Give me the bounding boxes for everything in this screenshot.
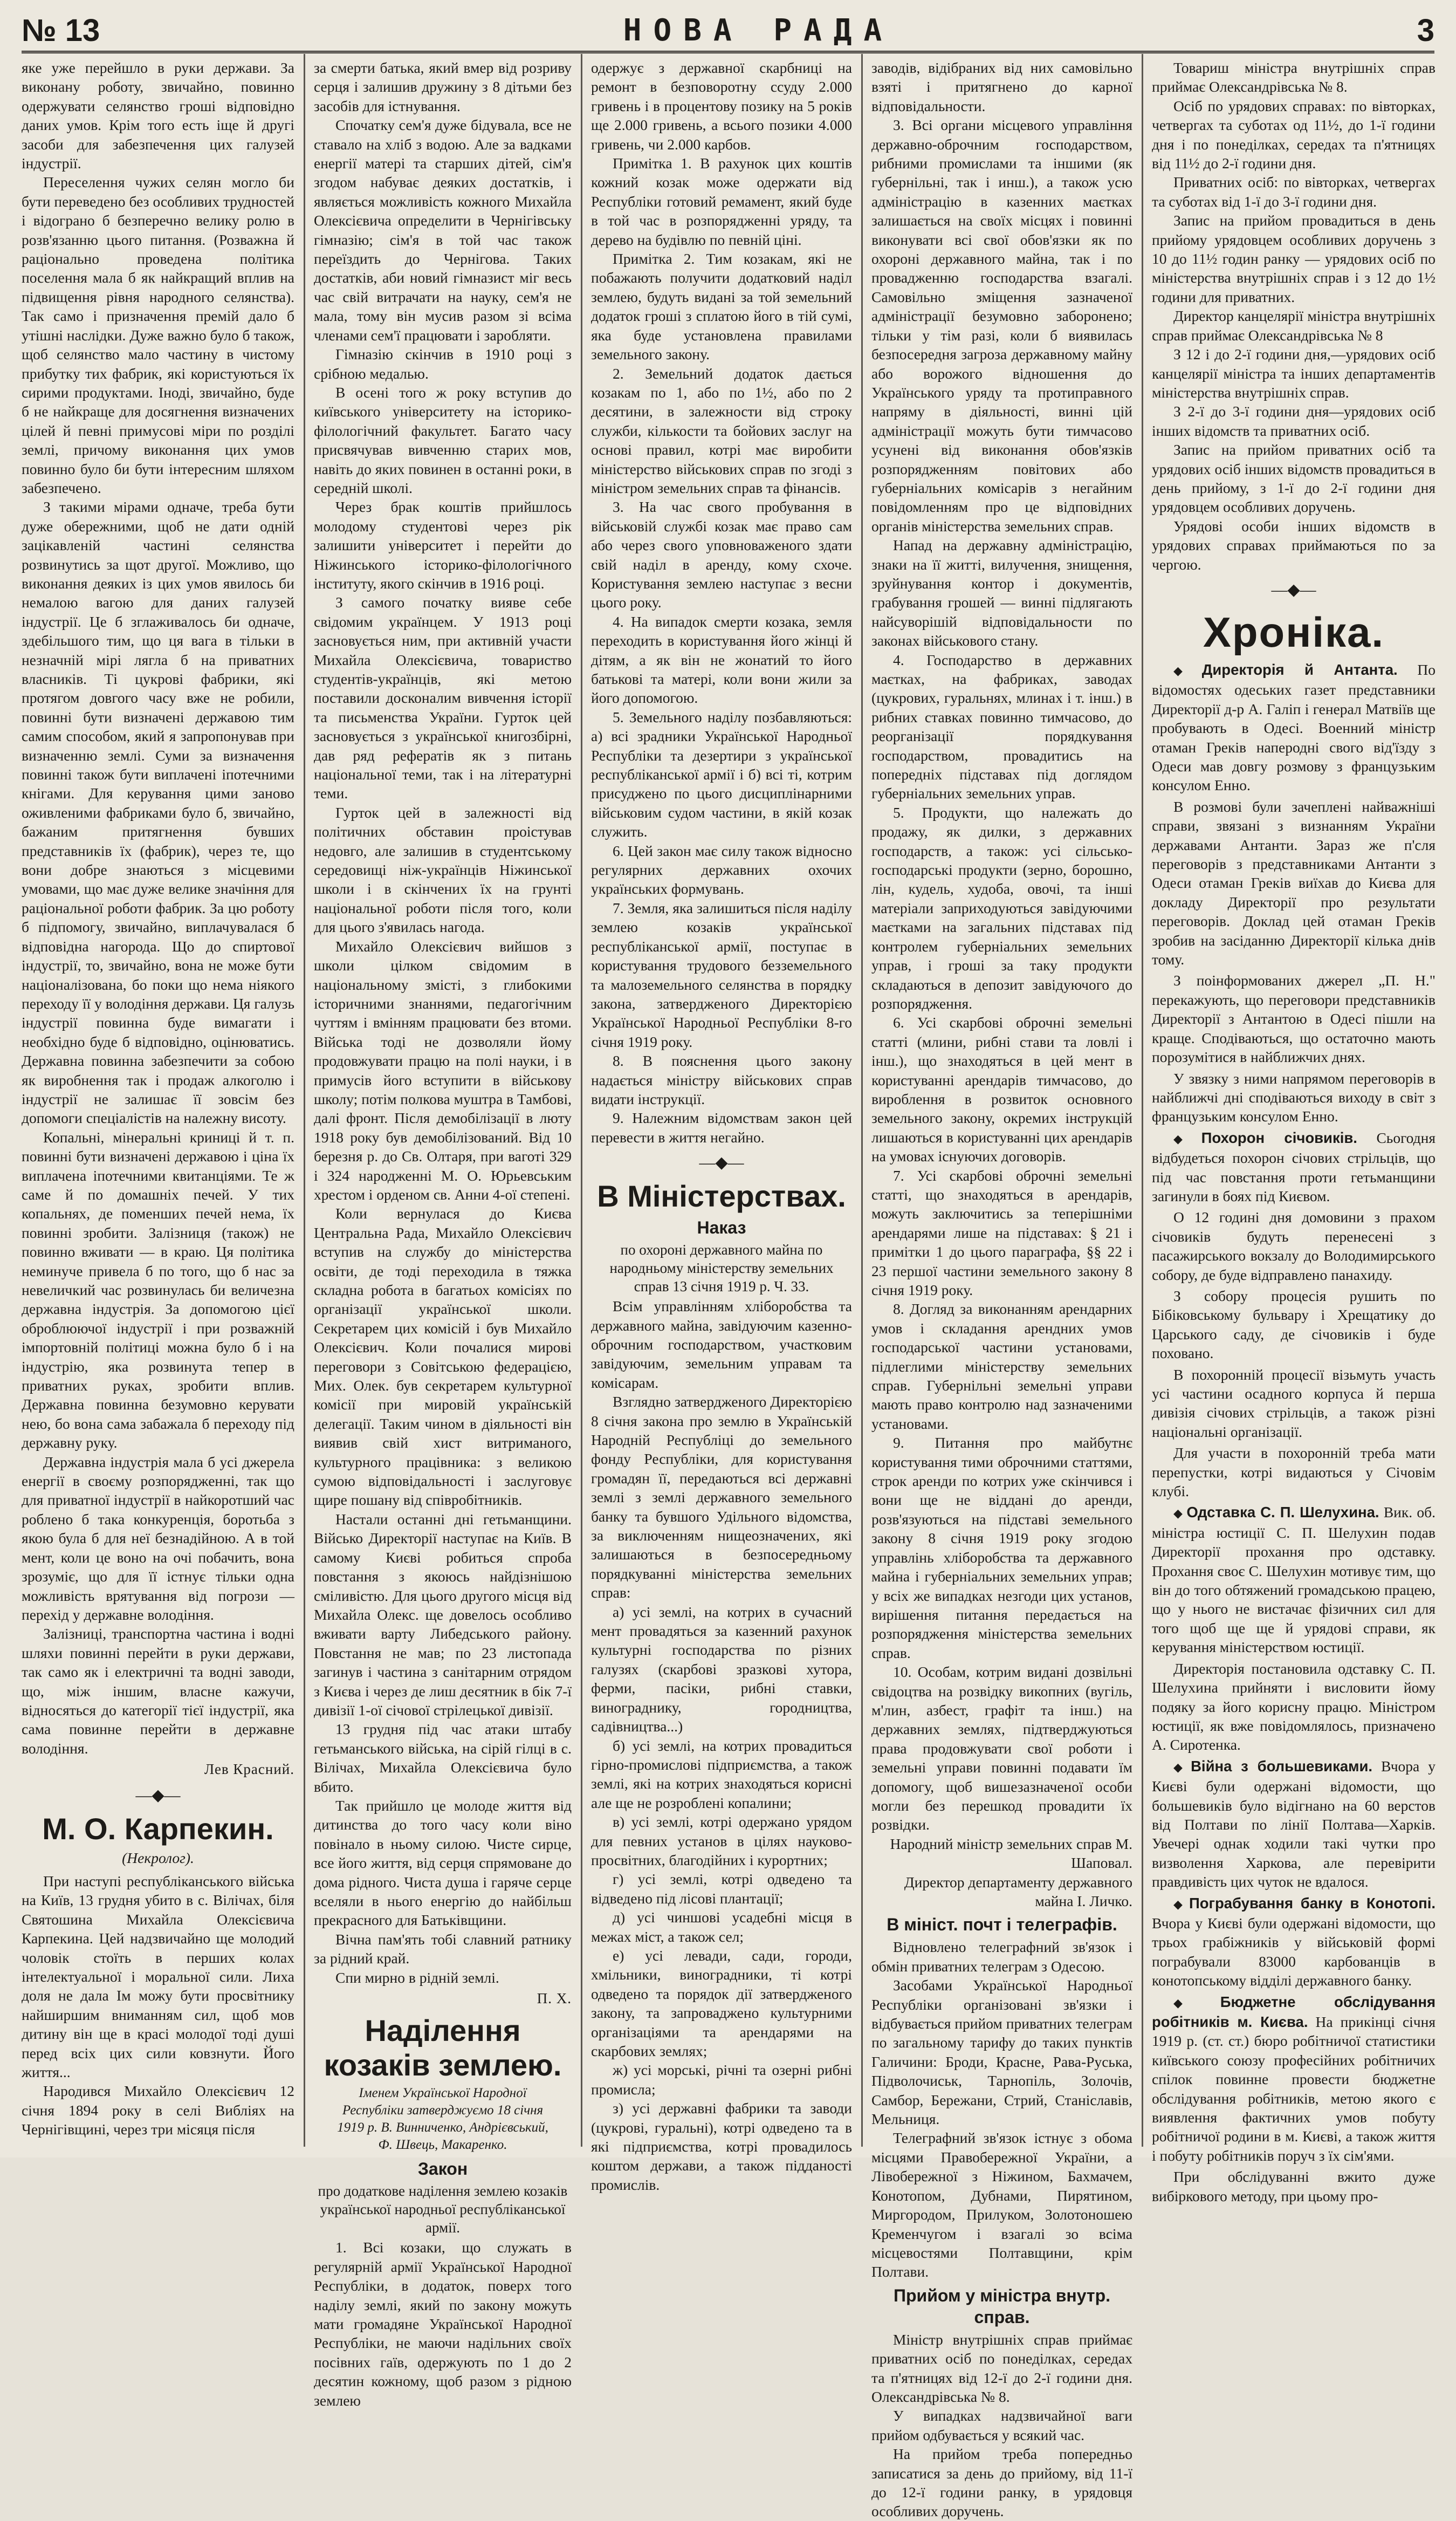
- paragraph: Всім управлінням хліборобства та державного майна, завідуючим казенно-оброчним господарством, участковим завідуючим, земельним управам та комісарам.: [591, 1298, 852, 1391]
- article-signature: Лев Красний.: [204, 1761, 294, 1778]
- chronicle-entry: [1152, 1894, 1436, 1990]
- chronicle-entry: [1152, 1128, 1436, 1206]
- paragraph: 4. Господарство в державних маєтках, на фабриках, заводах (цукрових, гуральнях, млинах і т. інш.) в рибних ставках повинно тимчасово, до реорганізації порядкування господарством, провадитись на попередніх підставах під доглядом губерніальних земельних управ.: [871, 651, 1132, 802]
- column-rule: [1142, 54, 1143, 2147]
- chronicle-entry: [1152, 1757, 1436, 1892]
- col1-paragraphs: [22, 58, 294, 1758]
- paragraph: 3. Всі органи місцевого управління державно-оброчним господарством, рибними промислами та іншими (як губернільні, так і инш.), а також усю адміністрацію в казенних маєтках залишається на своїх місцях і повинні виконувати всі свої обов'язки як по охороні державного майна, так і по провадженню господарства взагалі. Самовільно зміщення зазначеної адміністрації безумовно заборонено; тільки у тім разі, коли б виявилась безпосередня загроза державному майну або ворожого відношення до Українського уряду та протиправного напряму в діяльності, винні цій адміністрації можуть бути тимчасово усунені від виконання обов'язків розпорядженням повітових або губерніальних комісарів з негайним повідомленням про це відповідних органів міністерства земельних справ.: [871, 117, 1132, 535]
- column-4: [871, 58, 1132, 2520]
- column-3: [591, 58, 852, 2193]
- paragraph: за смерти батька, який вмер від розриву серця і залишив дружину з 8 дітьми без засобів для істнування.: [314, 59, 572, 114]
- column-2: [314, 58, 572, 2409]
- page-number: 3: [1417, 12, 1434, 48]
- chronicle-entry-text: По відомостях одеських газет представники Директорії д-р А. Галіп і генерал Матвіїв ще пробувають в Одесі. Военний міністр отаман Греків наперодні свого від'їзду з Одеси мав довгу розмову з французьким консулом Енно.: [1152, 661, 1436, 794]
- chronicle-entry: [1152, 1503, 1436, 1656]
- paragraph: Запис на прийом приватних осіб та урядових осіб інших відомств провадиться в день прийому, з 1-ї до 2-ї години дня урядовцем особливих доручень.: [1152, 441, 1436, 516]
- chronicle-entry-text: Вчора у Києві були одержані відомости, що трьох грабіжників у військовій формі пограбували 83000 карбованців в конотопському відділі державного банку.: [1152, 1914, 1436, 1989]
- paragraph: Народився Михайло Олексієвич 12 січня 1894 року в селі Вибліях на Чернігівщині, через три місяця після: [22, 2082, 294, 2138]
- paragraph: При наступі республіканського війська на Київ, 13 грудня убито в с. Вілічах, біля Святошина Михайла Олексієвича Карпекина. Цей надзвичайно ще молодий чоловік стоїть в перших колах інтелектуальної і моральної сили. Лиха доля не дала Ім можу бути просвітнику найширшим вниманням сил, щоб мов дитину він ще в красі молодої тоді душі перед всіх цих сили ковзнути. Його життя...: [22, 1872, 294, 2081]
- chronicle-entry: [1152, 971, 1436, 1066]
- paragraph: Засобами Української Народньої Республіки організовані зв'язки і відбувається прийом приватних телеграм по загальному тарифу до таких пунктів Галичини: Броди, Красне, Рава-Руська, Підволочиськ, Тарнопіль, Золочів, Самбор, Бережани, Стрий, Станіславів, Мельниця.: [871, 1977, 1132, 2128]
- issue-number: № 13: [22, 12, 100, 48]
- paragraph: Коли вернулася до Києва Центральна Рада, Михайло Олексієвич вступив на службу до міністерства освіти, де тоді переходила в тяжка складна робота в багатьох комісіях по організації української школи. Секретарем цих комісій і був Михайло Олексієвич. Коли почалися мирові переговори з Совітською федерацією, Мих. Олек. був секретарем культурної комісії при мировій українській делегації. Таким чином в діяльності він виявив свій хист витриманого, культурного працівника: з великою сумою відповідальності і заслуговує щире пошану від співробітників.: [314, 1205, 572, 1509]
- paragraph: 6. Усі скарбові оброчні земельні статті (млини, рибні стави та ловлі і інш.), що знаходяться в цей мент в користуванні арендарів тимчасово, до вироблення в розвиток основного земельного закону, окремих інструкцій лишаються в користуванні цих арендарів на умовах існуючих договорів.: [871, 1014, 1132, 1165]
- column-rule: [581, 54, 582, 2147]
- paragraph: Настали останні дні гетьманщини. Військо Директорії наступає на Київ. В самому Києві робиться спроба повстання з якоюсь найдізнішою сміливістю. Для цього другого місця від Михайла Олекс. ще довелось особливо вживати варту Либедського району. Повстання не мав; по 23 листопада загинув і частина з санітарним отрядом з Києва і через де лиш десятник в бік 7-ї дивізії 1-ої січової стрілецької дивізії.: [314, 1510, 572, 1718]
- paragraph: 8. В пояснення цього закону надається міністру військових справ видати інструкції.: [591, 1052, 852, 1107]
- paragraph: 7. Усі скарбові оброчні земельні статті, що знаходяться в арендарів, можуть заключитись за теперішніми арендарями лише на підставах: § 21 і примітки 1 до цього параграфа, §§ 22 і 23 першої частини земельного закону 8 січня 1919 року.: [871, 1167, 1132, 1298]
- paragraph: 5. Земельного наділу позбавляються: а) всі зрадники Української Народньої Республіки та дезертири з української республіканської армії і б) всі ті, котрим присуджено по цього дисциплінарними військовим судом частини, в якій козак служить.: [591, 708, 852, 840]
- paragraph: 10. Особам, котрим видані дозвільні свідоцтва на розвідку викопних (вугіль, м'лин, азбест, графіт та інш.) на державних землях, підтверджуються права продовжувати свої роботи і земельні управи повинні подавати їм допомогу, щоб вишезазначеної особи могли без перешкод провадити їх розвідки.: [871, 1663, 1132, 1833]
- paragraph: Через брак коштів прийшлось молодому студентові через рік залишити університет і перейти до Ніжинського історико-філологічного інституту, якого скінчив в 1916 році.: [314, 498, 572, 592]
- chronicle-entry-text: В розмові були зачеплені найважніші справи, звязані з визнанням України державами Антанти. Зараз же п'сля переговорів з представниками Антанти з Одеси отаман Греків виїхав до Києва для докладу Директорії про результати переговорів. Доклад цей отаман Греків зробив на засіданню Директорії кілька днів тому.: [1152, 798, 1436, 968]
- chronicle-entry: [1152, 2167, 1436, 2205]
- chronicle-entry-heading: ◆ Пограбування банку в Конотопі.: [1173, 1895, 1436, 1912]
- paragraph: Примітка 1. В рахунок цих коштів кожний козак може одержати від Республіки готовий ремамент, який буде в той час в розпорядженні уряду, та дерево на будівлю по певній ціні.: [591, 155, 852, 248]
- paragraph: Примітка 2. Тим козакам, які не побажають получити додатковий наділ землею, будуть видані за той земельний додаток гроші з сплатою його в тій сумі, яка буде установлена правилами земельного закону.: [591, 250, 852, 363]
- director-signature: Директор департаменту державного майна І. Личко.: [904, 1873, 1132, 1909]
- masthead: [22, 10, 1434, 53]
- paragraph: Відновлено телеграфний зв'язок і обмін приватних телеграм з Одесою.: [871, 1938, 1132, 1975]
- column-1: [22, 58, 294, 2146]
- paragraph: Приватних осіб: по вівторках, четвергах та суботах від 1-ї до 3-ї години дня.: [1152, 174, 1436, 210]
- paragraph: г) усі землі, котрі одведено та відведено під лісові плантації;: [591, 1871, 852, 1907]
- chronicle-entry: [1152, 1286, 1436, 1363]
- paragraph: заводів, відібраних від них самовільно взяті і притягнено до карної відповідальности.: [871, 59, 1132, 114]
- paragraph: З 12 і до 2-ї години дня,—урядових осіб канцелярії міністра та інших департаментів міністерства внутрішніх справ.: [1152, 346, 1436, 401]
- chronicle-entry-text: З собору процесія рушить по Бібіковському бульвару і Хрещатику до Царського саду, де січовиків і буде поховано.: [1152, 1287, 1436, 1362]
- chronicle-entry-heading: ◆ Війна з большевиками.: [1173, 1758, 1372, 1775]
- chronicle-entry-text: Директорія постановила одставку С. П. Шелухина прийняти і висловити йому подяку за його корисну працю. Міністром юстиції, як вже повідомлялось, призначено А. Сиротенка.: [1152, 1660, 1436, 1753]
- order-preamble: по охороні державного майна по народньому міністерству земельних справ 13 січня 1919 р. Ч. 33.: [609, 1242, 834, 1295]
- paragraph: Спи мирно в рідній землі.: [335, 1969, 499, 1986]
- chronicle-entry-heading: ◆ Одставка С. П. Шелухина.: [1173, 1504, 1379, 1520]
- paragraph: На прийом треба попередньо записатися за день до прийому, від 11-ї до 12-ї години ранку, в урядовця особливих доручень.: [871, 2445, 1132, 2520]
- paragraph: Запис на прийом провадиться в день прийому урядовцем особливих доручень з 10 до 11½ годин ранку — урядових осіб по міністерства внутрішніх справ і з 12 до 1½ години для приватних.: [1152, 212, 1436, 305]
- paragraph: Вічна пам'ять тобі славний ратнику за рідний край.: [314, 1930, 572, 1967]
- paragraph: Михайло Олексієвич вийшов з школи цілком свідомим в національному змісті, з глибокими історичними знаннями, педагогічним чуттям і вмінням працювати без втоми. Війська тоді не дозволяли йому продовжувати працю на полі науки, і в примусів його вступити в військову школу; потім полкова муштра в Тамбові, далі фронт. Після демобілізації в люту 1918 року був демобілізований. Від 10 березня р. до Св. Олтаря, при ваготі 329 і 324 народженні М. О. Юрьевським хрестом і орденом св. Анни 4-ої степені.: [314, 937, 572, 1203]
- chronicle-entry-text: О 12 годині дня домовини з прахом січовиків будуть перенесені з пасажирського вокзалу до Володимирського собору, де буде відправлено панахиду.: [1152, 1209, 1436, 1283]
- chronicle-entry: [1152, 1992, 1436, 2166]
- paragraph: Напад на державну адміністрацію, знаки на її житті, вилучення, знищення, зруйнування контор і документів, грабування грошей — винні підлягають найсуворішій відповідальности по законах військового стану.: [871, 537, 1132, 649]
- paragraph: 1. Всі козаки, що служать в регулярній армії Української Народної Республіки, в додаток, поверх того наділу землі, який по закону можуть мати громадяне Української Народної Республіки, не маючи надільних своїх посівних гаїв, одержують по 1 до 2 десятин кожному, щоб разом з рідною землею: [314, 2239, 572, 2409]
- paragraph: З такими мірами одначе, треба бути дуже обережними, щоб не дати одній зацікавленій частині селянства розвинутись за щот другої. Можливо, що виконання деяких із цих умов явилось би немалою вагою для даних галузей індустрії. Це б зглаживалось би одначе, здебільшого тим, що ця вага в тільки в незначній мірі лягла б на приватних власників. Ті цукрові фабрики, які протягом довгого часу вже не робили, повинні бути визначені державою тим самим способом, який я запропонував при визначенню землі. Суми за визначення повинні також бути виплачені іпотечними кнігами. Для керування цими заново оживленими фабриками було б, звичайно, бажаним притягнення бувших представників їх (фабрик), через те, що вони добре знаються з місцевими умовами, що має дуже велике значіння для раціональної роботи фабрик. За цю роботу б підпомогу, звичайно, виплачувалася б відповідна нагорода. Що до спиртової індустрії, то, звичайно, вона не може бути націоналізована, бо поки що нема ніякого переходу її у володіння держави. Ця галузь індустрії повинна буде вимагати і необхідно буде б відповідно, оцінюватись. Державна повинна забезпечити за собою як виробнення так і продаж алкоголю і індустрії не залишає її зовсім без допомоги спеціалістів на належну висоту.: [22, 498, 294, 1127]
- law-decree: Іменем Української Народної Республіки затверджуємо 18 січня 1919 р. В. Винниченко, Андрієвський, Ф. Швець, Макаренко.: [337, 2086, 548, 2153]
- paragraph: Спочатку сем'я дуже бідувала, все не ставало на хліб з водою. Але за вадками енергії матері та старших дітей, сім'я згодом набуває деяких достатків, і являється можливість кожного Михайла Олексієвича определити в Чернігівську гімназію; сім'я в той час також переїздить до Чернігова. Таких достатків, аби новий гімназист міг весь час свій витрачати на науку, сем'я не мала, тому він мусив разом зі всіма членами сем'ї працювати і заробляти.: [314, 117, 572, 344]
- chronicle-entry-heading: ◆ Бюджетне обслідування робітників м. Києва.: [1152, 1993, 1436, 2030]
- chronicle-entry: [1152, 1069, 1436, 1126]
- chronicle-entry: [1152, 1365, 1436, 1442]
- chronicle-entry: [1152, 1208, 1436, 1284]
- newspaper-title: НОВА РАДА: [623, 12, 894, 48]
- law-title: Наділення козаків землею.: [324, 2013, 562, 2082]
- paragraph: Залізниці, транспортна частина і водні шляхи повинні перейти в руки держави, так само як і електричні та водні заводи, що, між іншим, власне кажучи, відносяться до категорії тієї індустрії, яка сама повинне перейти в державне володіння.: [22, 1625, 294, 1757]
- paragraph: 9. Належним відомствам закон цей перевести в життя негайно.: [591, 1109, 852, 1146]
- chronicle-entry: [1152, 1443, 1436, 1501]
- section-divider-ornament: —◆—: [135, 1786, 181, 1804]
- chronicle-entry-text: У звязку з ними напрямом переговорів в найближчі дні сподіваються виходу в світ з французьким консулом Енно.: [1152, 1070, 1436, 1125]
- paragraph: Директор канцелярії міністра внутрішніх справ приймає Олександрівська № 8: [1152, 307, 1436, 344]
- chronicle-title: Хроніка.: [1203, 608, 1385, 656]
- paragraph: 7. Земля, яка залишиться після наділу землею козаків української республіканської армії, поступає в користування трудового безземельного та малоземельного селянства в порядку закона, затвердженого Директорією Української Народньої Республіки 8-го січня 1919 року.: [591, 899, 852, 1050]
- paragraph: Осіб по урядових справах: по вівторках, четвергах та суботах од 11½, до 1-ї години дня і по понеділках, середах та п'ятницях від 11½ до 2-ї години дня.: [1152, 97, 1436, 172]
- chronicle-entry-heading: ◆ Директорія й Антанта.: [1173, 661, 1398, 678]
- paragraph: 3. На час свого пробування в військовій службі козак має право сам або через свого уповноваженого здати свій наділ в аренду, кому схоче. Користування землею наступає з весни цього року.: [591, 498, 852, 611]
- paragraph: 8. Догляд за виконанням арендарних умов і складання арендних умов господарської частини установами, підлеглими міністерству земельних справ. Губернільні земельні управи мають право контролю над зазначеними установами.: [871, 1300, 1132, 1432]
- paragraph: Товариш міністра внутрішніх справ приймає Олександрівська № 8.: [1152, 59, 1436, 95]
- law-preamble: про додаткове наділення землею козаків української народньої республіканської армії.: [318, 2183, 568, 2236]
- paragraph: 9. Питання про майбутнє користування тими оброчними статтями, строк аренди по котрих уже скінчився і вони ще не віддані до аренди, розв'язуються на підставі земельного закону 8 січня 1919 року згодою управлінь хліборобства та державного майна і губерніальних земельних управ; у всіх же випадках незгоди цих установ, вирішення питання передається на розпорядження міністерства земельних справ.: [871, 1434, 1132, 1661]
- section-divider-ornament: —◆—: [1271, 580, 1316, 599]
- order-heading: Наказ: [697, 1218, 746, 1238]
- paragraph: Гімназію скінчив в 1910 році з срібною медалью.: [314, 346, 572, 382]
- paragraph: яке уже перейшло в руки держави. За виконану роботу, звичайно, повинно одержувати селянство гроші відповідно даних умов. Крім того есть іще й другі засоби для забезпечення цих галузей індустрії.: [22, 59, 294, 172]
- obituary-title: М. О. Карпекин.: [42, 1811, 274, 1846]
- paragraph: 13 грудня під час атаки штабу гетьманського війська, на сірій гілці в с. Вілічах, Михайла Олексієвича було вбито.: [314, 1721, 572, 1795]
- chronicle-entry-text: Сьогодня відбудеться похорон січових стрільців, що під час повстання проти гетьманщини загинули в боях під Києвом.: [1152, 1129, 1436, 1204]
- paragraph: Телеграфний зв'язок істнує з обома місцями Правобережної України, а Лівобережної з Ніжином, Бахмачем, Конотопом, Дубнами, Пирятином, Миргородом, Прилуком, Золотоношею Кременчугом і взагалі зо всіма місцевостями Полтавщини, крім Полтави.: [871, 2129, 1132, 2280]
- chronicle-entry: [1152, 1659, 1436, 1755]
- paragraph: Державна індустрія мала б усі джерела енергії в своєму розпорядженні, так що для приватної індустрії в найкоротший час роблено б така конкуренція, боротьба з якою була б для неї безнадійною. А в той мент, коли це воно на очі побачить, вона зрозуміє, що для її істнує тільки одна можливість врятування від погрози — перехід у державне володіння.: [22, 1453, 294, 1623]
- chronicle-entry-text: Для участи в похоронній треба мати перепустки, котрі видаються у Січовім клубі.: [1152, 1444, 1436, 1500]
- paragraph: Так прийшло це молоде життя від дитинства до того часу коли віно повінало в ньому силою. Чисте сирце, все його життя, від серця спрямоване до дома рідного. Чиста душа і гаряче серце вселяли в нього енергію до найбільш прекрасного для Батьківщини.: [314, 1797, 572, 1929]
- chronicle-entry: [1152, 797, 1436, 969]
- paragraph: 5. Продукти, що належать до продажу, як дилки, з державних господарств, а також: усі сільсько-господарські продукти (зерно, борошно, лін, кудель, худоба, овочі, та інші матеріали заприходуються завідуючими маєтками на загальних підставах під контролем губерніальних земельних управ, і гроші за таку продукти складаються в депозит завідуючого до розпорядження.: [871, 804, 1132, 1012]
- column-rule: [304, 54, 305, 2147]
- paragraph: б) усі землі, на котрих провадиться гірно-промислові підприємства, а також землі, які на котрих знаходяться корисні але ще не розроблені копалини;: [591, 1737, 852, 1811]
- paragraph: а) усі землі, на котрих в сучасний мент провадяться за казенний рахунок культурні господарства по різних галузях (скарбові зразкові хутора, ферми, пасіки, рибні ставки, винограднику, городництва, садівництва...): [591, 1603, 852, 1735]
- law-heading: Закон: [417, 2159, 468, 2179]
- column-rule: [861, 54, 863, 2147]
- paragraph: ж) усі морські, річні та озерні рибні промисла;: [591, 2061, 852, 2098]
- reception-title: Прийом у міністра внутр. справ.: [893, 2285, 1111, 2327]
- article-signature: П. Х.: [537, 1990, 572, 2007]
- chronicle-entry: [1152, 660, 1436, 795]
- paragraph: У випадках надзвичайної ваги прийом одбувається у всякий час.: [871, 2407, 1132, 2443]
- paragraph: Міністр внутрішніх справ приймає приватних осіб по понеділках, середах та п'ятницях від 12-ї до 2-ї години дня. Олександрівська № 8.: [871, 2331, 1132, 2405]
- chronicle-entry-text: На прикінці січня 1919 р. (ст. ст.) бюро робітничої статистики київського союзу професійних робітничих спілок повинне провести бюджетне обслідування робітників, метою якого є виявлення фактичних умов побуту робітничої родини в м. Києві, а також життя і побуту робітників поруч з їх сім'ями.: [1152, 2013, 1436, 2164]
- post-telegraph-title: В мініст. почт і телеграфів.: [887, 1915, 1117, 1935]
- chronicle-entry-text: При обслідуванні вжито дуже вибіркового методу, при цьому про-: [1152, 2168, 1436, 2204]
- paragraph: Урядові особи інших відомств в урядових справах приймаються по за чергою.: [1152, 517, 1436, 573]
- paragraph: Гурток цей в залежності від політичних обставин проістував недовго, але залишив в студентському середовищі ніж-українців Ніжинської школи і в скінчених їх на грунті національної роботи після того, коли для цього з'явилась нагода.: [314, 804, 572, 936]
- section-divider-ornament: —◆—: [699, 1154, 744, 1172]
- chronicle-entry-heading: ◆ Похорон січовиків.: [1173, 1129, 1357, 1146]
- obituary-subtitle: (Некролог).: [122, 1849, 194, 1866]
- paragraph: Копальні, мінеральні криниці й т. п. повинні бути визначені державою і ціна їх виплачена іпотечними квитанціями. Те ж саме й по домашніх печей. У тих копальнях, де поменших печей нема, їх повинні зробити. Залізниця (також) не повинно вживати — в краю. Ця політика неминуче привела б по того, що б нас за невеличкий час розвинулась би величезна державна індустрія. За допомогою цієї оброблюючої індустрії і при розважній імпортовній політиці можна було б і на індустрію, яка розвинута тепер в приватних руках, зробити вплив. Державна повинна безумовно керувати нею, бо вона сама забажала б переходу під державну руку.: [22, 1128, 294, 1451]
- chronicle-entry-text: В похоронній процесії візьмуть участь усі частини осадного корпуса й перша дивізія січових стрільців, а також різні національні організації.: [1152, 1366, 1436, 1440]
- paragraph: в) усі землі, котрі одержано урядом для певних установ в цілях науково-просвітних, благодійних і курортних;: [591, 1813, 852, 1868]
- column-5: [1152, 58, 1436, 2204]
- chronicle-entry-text: Вчора у Києві були одержані відомости, що большевиків було відігнано на 60 верстов від Полтави по лінії Полтава—Харків. Увечері однак ходили такі чутки про визволення Харкова, але перевірити правдивість цих чуток не вдалося.: [1152, 1757, 1436, 1890]
- paragraph: В осені того ж року вступив до київського університету на історико-філологічний факультет. Багато часу присвячував вивченню старих мов, навіть до яких повинен в останні роки, в середній школі.: [314, 383, 572, 496]
- paragraph: д) усі чиншові усадебні місця в межах міст, а також сел;: [591, 1909, 852, 1945]
- paragraph: 4. На випадок смерти козака, земля переходить в користування його жінці й дітям, а як він не жонатий то його батькові та матері, коли вони жили за його допомогою.: [591, 613, 852, 707]
- paragraph: З 2-ї до 3-ї години дня—урядових осіб інших відомств та приватних осіб.: [1152, 403, 1436, 439]
- chronicle-entry-text: Вик. об. міністра юстиції С. П. Шелухин подав Директорії прохання про одставку. Прохання своє С. Шелухин мотивує тим, що він до того обтяжений громадською працею, що у нього не вистачає фізичних сил для того щоб ще ще й урядові справи, як керування міністерством юстиції.: [1152, 1504, 1436, 1656]
- paragraph: 2. Земельний додаток дається козакам по 1, або по 1½, або по 2 десятини, в залежности від строку служби, кількости та бойових заслуг на основі правил, котрі має виробити міністерство військових справ по згоді з міністром земельних справ та фінансів.: [591, 365, 852, 496]
- paragraph: З самого початку вияве себе свідомим українцем. У 1913 році засновується ним, при активній участи Михайла Олексієвича, товариство студентів-українців, які метою поставили досконалим вивчення історії та письменства України. Гурток цей засновується з української книгозбірні, дав ряд рефератів як з питань національної теми, так і на літературні теми.: [314, 594, 572, 802]
- paragraph: з) усі державні фабрики та заводи (цукрові, гуральні), котрі одведено та в які підприємства, котрі провадилось коштом держави, а також підданості промислів.: [591, 2100, 852, 2193]
- chronicle-entry-text: З поінформованих джерел „П. Н." перекажують, що переговори представників Директорії з Антантою в Одесі пішли на краще. Сподіваються, що остаточно мають порозумітися в найближчих днях.: [1152, 972, 1436, 1066]
- minister-signature: Народний міністр земельних справ М. Шаповал.: [890, 1835, 1132, 1872]
- ministries-title: В Міністерствах.: [597, 1179, 846, 1214]
- paragraph: Взглядно затвердженого Директорією 8 січня закона про землю в Українській Народній Республіці до земельного фонду Республіки, для користування громадян її, передаються всі державні землі з землі державного земельного банку та бувшого Удільного відомства, за виключенням нищеозначених, які залишаються в безпосередньому порядкуванні міністерства земельних справ:: [591, 1393, 852, 1601]
- chronicle-entries: [1152, 660, 1436, 2205]
- paragraph: одержує з державної скарбниці на ремонт в безповоротну ссуду 2.000 гривень і в процентову позику на 5 років ще 2.000 гривень, а всього позики 4.000 гривень, чи 2.000 карбов.: [591, 59, 852, 153]
- paragraph: е) усі левади, сади, городи, хмільники, виноградники, ті котрі одведено та порядок дії затвердженого закону, та запроваджено культурними організаціями та арендарями на скарбових землях;: [591, 1947, 852, 2059]
- paragraph: Переселення чужих селян могло би бути переведено без особливих трудностей і відограно б безперечно велику ролю в розв'язанню цього питання. (Розважна й раціонально проведена політика поселення мала б як найкращий вплив на підвищення рівня народного селянства). Так само і призначення премій дало б утішні наслідки. Дуже важно було б також, щоб селянство мало частину в чистому прибутку тих фабрик, які користуються їх сирими продуктами. Іноді, звичайно, буде б не найкраще для досягнення визначених цілей й певні примусові міри по розділі землі, причому виконання цих умов повинно було би бути інтересним шляхом забезпечено.: [22, 174, 294, 496]
- paragraph: 6. Цей закон має силу також відносно регулярних державних охочих українських формувань.: [591, 842, 852, 898]
